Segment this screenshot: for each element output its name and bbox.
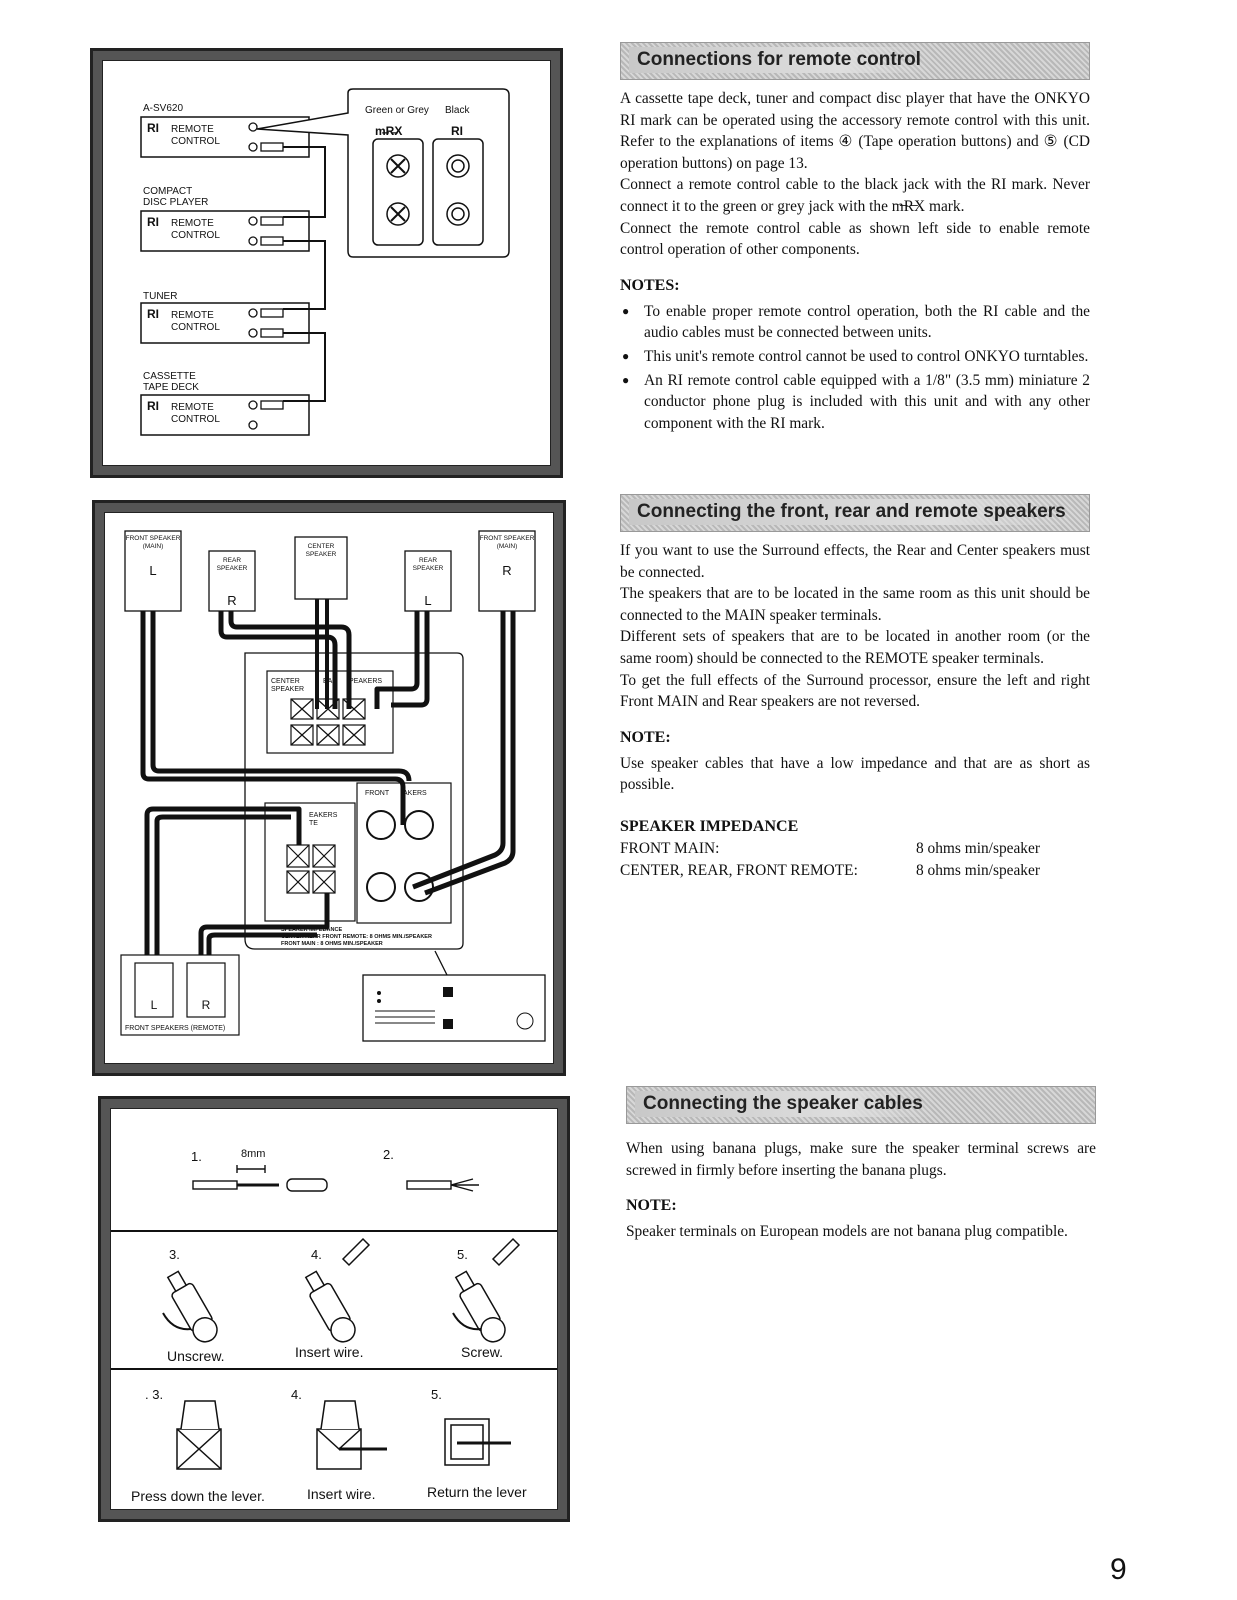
speakers-paragraph-4: To get the full effects of the Surround processor, ensure the left and right Front MAIN and Rear speakers are not reversed. [620,671,1090,711]
remote-label: REMOTE [171,402,214,413]
label-cassette-2: TAPE DECK [143,382,199,393]
impedance-row [620,838,1090,860]
unscrew-caption: Unscrew. [167,1348,225,1364]
impedance-label: FRONT MAIN: [620,839,720,857]
impedance-plate-line: SPEAKER IMPEDANCE [281,927,343,933]
te-term-label: TE [309,820,318,827]
front-term-label: FRONT [365,790,390,797]
ri-mark: RI [147,307,159,321]
control-label: CONTROL [171,414,220,425]
step-2-number: 2. [383,1147,394,1162]
front-main-label: FRONT SPEAKER [479,535,535,542]
front-remote-label: FRONT SPEAKERS (REMOTE) [125,1025,226,1032]
green-grey-label: Green or Grey [365,105,429,116]
note-item: ● This unit's remote control cannot be used to control ONKYO turntables. [620,346,1090,368]
speakers-paragraph-1: If you want to use the Surround effects, the Rear and Center speakers must be connected. [620,542,1090,581]
remote-speaker-r: R [201,998,211,1012]
rear-speaker-label: SPEAKER [412,565,444,572]
front-main-label: (MAIN) [142,543,164,550]
screw-step-4-number: 4. [311,1247,322,1262]
remote-control-section [620,42,1090,436]
section-heading-bar [626,1086,1096,1124]
speakers-paragraph-2: The speakers that are to be located in the same room as this unit should be connected to the MAIN speaker terminals. [620,585,1090,624]
remote-speaker-l: L [150,998,158,1012]
label-tuner: TUNER [143,291,178,302]
impedance-plate-line: FRONT MAIN : 8 OHMS MIN./SPEAKER [281,941,383,947]
ri-mark: RI [451,124,463,138]
rear-speaker-label: REAR [418,557,438,564]
page-number: 9 [1110,1553,1127,1586]
ri-mark: RI [147,121,159,135]
control-label: CONTROL [171,322,220,333]
control-label: CONTROL [171,136,220,147]
step-1-number: 1. [191,1149,202,1164]
label-a-sv620: A-SV620 [143,103,184,114]
rear-speaker-label: REAR [222,557,242,564]
lever-step-5-number: 5. [431,1387,442,1402]
ri-mark: RI [147,399,159,413]
front-main-label: (MAIN) [496,543,518,550]
notes-list [620,301,1090,435]
ri-mark: RI [147,215,159,229]
label-cassette-1: CASSETTE [143,371,196,382]
remote-connection-figure [90,48,563,478]
section-heading: Connecting the speaker cables [635,1091,935,1117]
section-heading-bar [620,494,1090,532]
section-heading: Connecting the front, rear and remote speakers [629,499,1078,525]
impedance-title: SPEAKER IMPEDANCE [620,817,799,835]
akers-term-label: AKERS [403,790,427,797]
remote-label: REMOTE [171,218,214,229]
notes-title: NOTES: [620,276,680,294]
screw-step-3-number: 3. [169,1247,180,1262]
center-term-label: CENTER [271,678,300,685]
note-title: NOTE: [620,728,671,746]
control-label: CONTROL [171,230,220,241]
section-heading: Connections for remote control [629,47,933,73]
speaker-connection-figure [92,500,566,1076]
remote-paragraph-3: Connect the remote control cable as shown left side to enable remote control operation of other components. [620,219,1090,259]
cables-note: Speaker terminals on European models are not banana plug compatible. [626,1223,1068,1241]
eakers-term-label: EAKERS [309,812,338,819]
impedance-value: 8 ohms min/speaker [916,839,1040,857]
remote-label: REMOTE [171,310,214,321]
return-lever-caption: Return the lever [427,1484,527,1500]
lever-step-4-number: 4. [291,1387,302,1402]
speaker-cables-section [626,1086,1096,1243]
section-heading-bar [620,42,1090,80]
speaker-l: L [149,563,157,578]
lever-step-3-number: . 3. [145,1387,164,1402]
center-term-label: SPEAKER [271,686,305,693]
speakers-term-label: PEAKERS [349,678,383,685]
strip-length-label: 8mm [241,1148,266,1160]
speakers-note: Use speaker cables that have a low impedance and that are as short as possible. [620,754,1090,794]
note-item: ● An RI remote control cable equipped with a 1/8" (3.5 mm) miniature 2 conductor phone plug is included with this unit and with any other component with the RI mark. [620,370,1090,435]
center-speaker-label: SPEAKER [305,551,337,558]
front-main-label: FRONT SPEAKER [125,535,181,542]
impedance-label: CENTER, REAR, FRONT REMOTE: [620,861,858,879]
mx-mark: m̶R̶X [375,124,403,138]
remote-paragraph-2: Connect a remote control cable to the black jack with the RI mark. Never connect it to the green or grey jack with the m̶R̶X mark. [620,176,1090,215]
screw-caption: Screw. [461,1344,504,1360]
label-compact-disc-1: COMPACT [143,186,193,197]
speakers-paragraph-3: Different sets of speakers that are to be located in another room (or the same room) should be connected to the REMOTE speaker terminals. [620,628,1090,667]
press-lever-caption: Press down the lever. [131,1488,265,1504]
impedance-row [620,860,1090,882]
speaker-r: R [502,563,512,578]
impedance-value: 8 ohms min/speaker [916,861,1040,879]
speaker-cable-figure [98,1096,570,1522]
screw-step-5-number: 5. [457,1247,468,1262]
note-title: NOTE: [626,1197,677,1215]
impedance-plate-line: CENTER REAR FRONT REMOTE: 8 OHMS MIN./SPEAKER [281,934,432,940]
remote-paragraph-1: A cassette tape deck, tuner and compact disc player that have the ONKYO RI mark can be operated using the accessory remote control with this unit. Refer to the explanations of items ④ (Tape operation buttons) and ⑤ (CD operation buttons) on page 13. [620,90,1090,172]
speaker-l: L [424,593,432,608]
rear-term-label: EA [323,678,333,685]
insert-wire-caption: Insert wire. [295,1344,364,1360]
speakers-section [620,494,1090,882]
insert-wire-lever-caption: Insert wire. [307,1486,376,1502]
center-speaker-label: CENTER [307,543,335,550]
cables-paragraph-1: When using banana plugs, make sure the speaker terminal screws are screwed in firmly before inserting the banana plugs. [626,1140,1096,1179]
label-compact-disc-2: DISC PLAYER [143,197,209,208]
note-item: ● To enable proper remote control operation, both the RI cable and the audio cables must be connected between units. [620,301,1090,344]
speaker-r: R [227,593,237,608]
remote-label: REMOTE [171,124,214,135]
rear-speaker-label: SPEAKER [216,565,248,572]
black-label: Black [445,105,470,116]
